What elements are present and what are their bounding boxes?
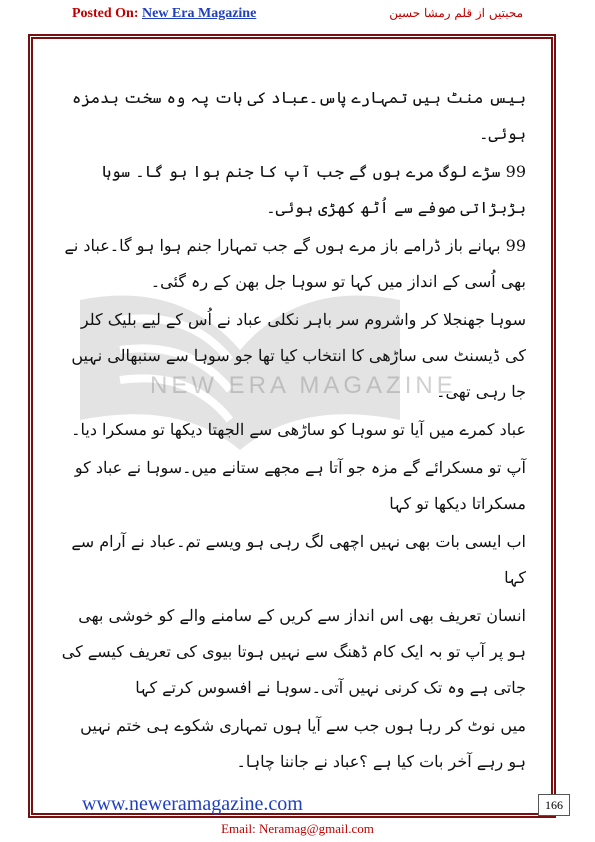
paragraph: آپ تو مسکرائے گے مزہ جو آتا ہے مجھے ستانے میں۔سوہا نے عباد کو مسکراتا دیکھا تو کہا	[74, 458, 526, 513]
paragraph: عباد کمرے میں آیا تو سوہا کو ساڑھی سے الجھتا دیکھا تو مسکرا دیا۔	[71, 420, 526, 439]
paragraph: میں نوٹ کر رہا ہوں جب سے آیا ہوں تمہاری شکوے ہی ختم نہیں ہو رہے آخر بات کیا ہے ؟عباد نے جاننا چاہا۔	[80, 716, 526, 771]
story-body	[60, 80, 526, 782]
posted-on-label: Posted On:	[72, 6, 139, 21]
posted-on-header	[72, 6, 256, 22]
email-line: Email: Neramag@gmail.com	[221, 821, 374, 836]
paragraph: انسان تعریف بھی اس انداز سے کریں کے سامنے والے کو خوشی بھی ہو پر آپ تو بہ ایک کام ڈھنگ سے نہیں ہوتا بیوی کی تعریف کیسے کی جاتی ہے وہ تک کرنی نہیں آتی۔سوہا نے افسوس کرتے کہا	[61, 606, 526, 697]
paragraph: 99 بہانے باز ڈرامے باز مرے ہوں گے جب تمہارا جنم ہوا ہو گا۔عباد نے بھی اُسی کے انداز میں کہا تو سوہا جل بھن کے رہ گئی۔	[64, 236, 526, 291]
watermark-text: NEW ERA MAGAZINE	[150, 372, 457, 399]
paragraph: سوہا جھنجلا کر واشروم سر باہر نکلی عباد نے اُس کے لیے بلیک کلر کی ڈیسنٹ سی ساڑھی کا انتخاب کیا تھا جو سوہا سے سنبھالی نہیں جا رہی تھی۔	[71, 310, 526, 401]
magazine-link[interactable]: New Era Magazine	[142, 6, 257, 21]
paragraph: 99 سڑے لوگ مرے ہوں گے جب آپ کا جنم ہوا ہو گا۔ سوہا بڑبڑاتی صوفے سے اُٹھ کھڑی ہوئی۔	[102, 162, 526, 217]
paragraph: اب ایسی بات بھی نہیں اچھی لگ رہی ہو ویسے تم۔عباد نے آرام سے کہا	[71, 532, 526, 587]
page-number: 166	[538, 794, 570, 816]
website-link[interactable]: www.neweramagazine.com	[82, 793, 303, 815]
paragraph: بیس منٹ ہیں تمہارے پاس۔عباد کی بات پہ وہ سخت بدمزہ ہوئی۔	[72, 88, 526, 143]
author-line: محبتیں از قلم رمشا حسین	[389, 6, 523, 20]
